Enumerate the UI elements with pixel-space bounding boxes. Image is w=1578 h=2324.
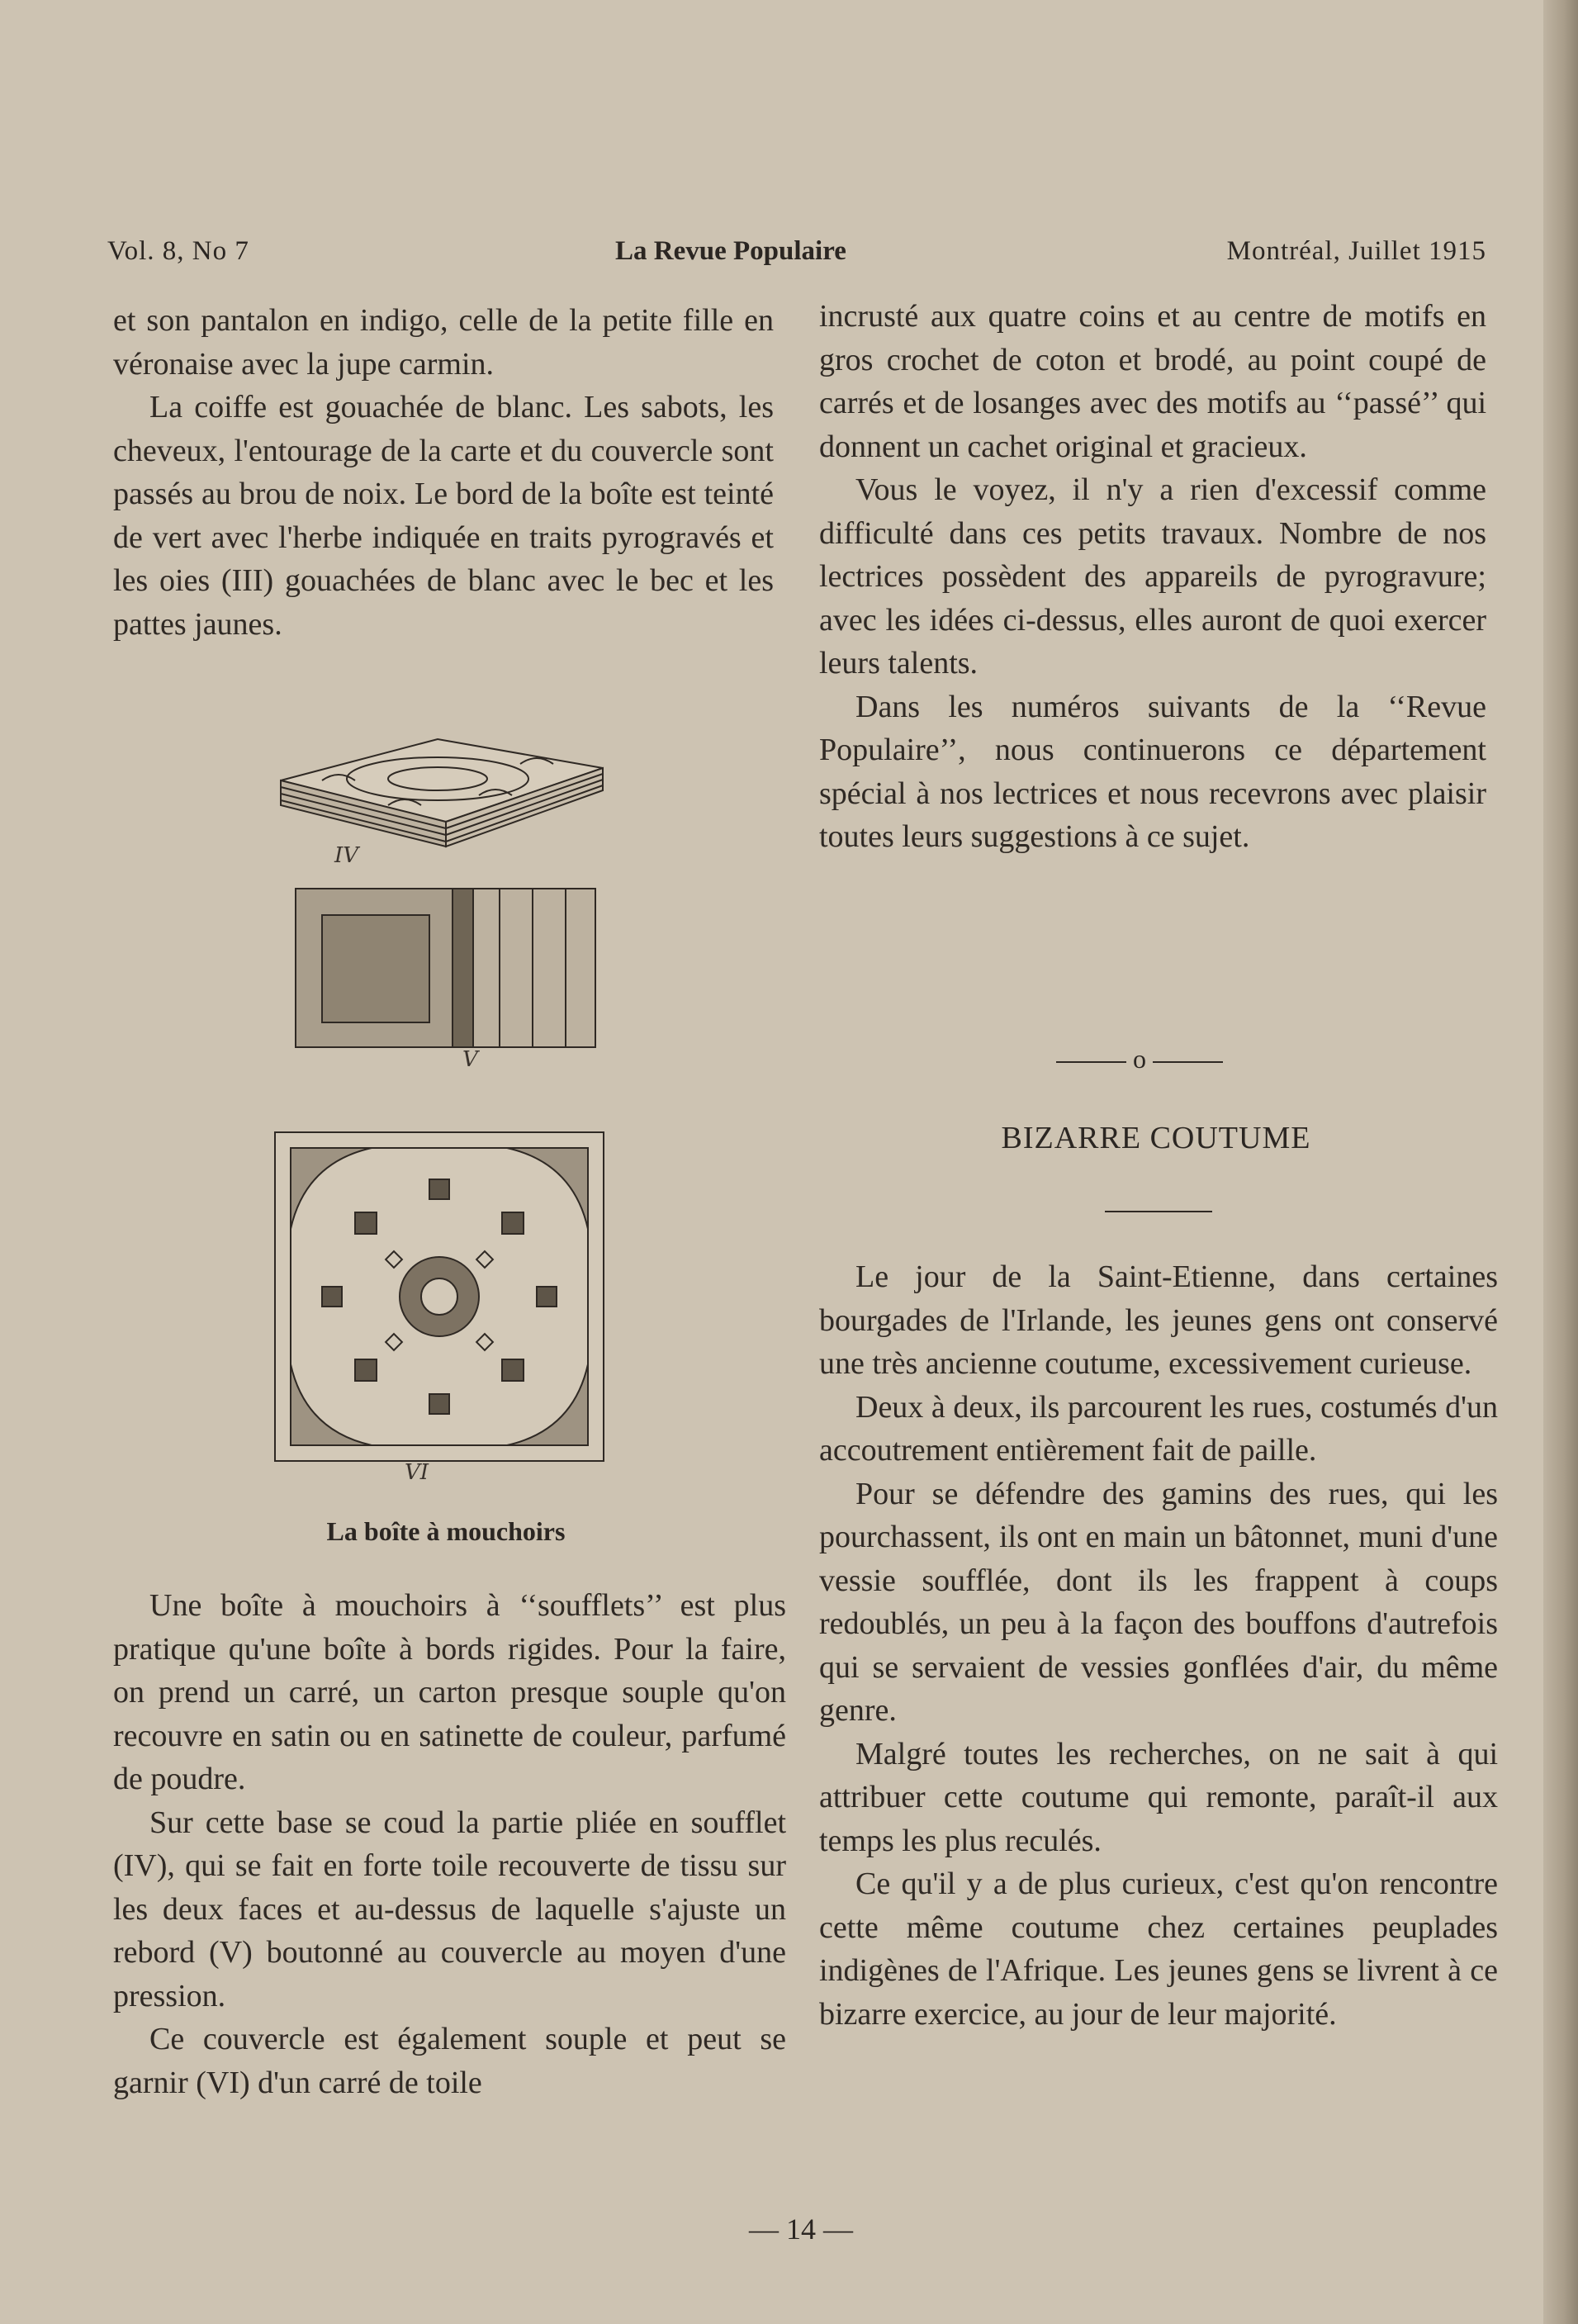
figure-label-vi: VI: [405, 1460, 429, 1485]
paragraph: La coiffe est gouachée de blanc. Les sabots, les cheveux, l'entourage de la carte et du couvercle sont passés au brou de noix. Le bord de la boîte est teinté de vert avec l'herbe indiquée en traits pyrogravés et les oies (III) gouachées de blanc avec le bec et les pattes jaunes.: [113, 390, 774, 642]
figure-label-v: V: [462, 1047, 478, 1072]
separator-line: [1153, 1061, 1223, 1063]
section-title: BIZARRE COUTUME: [1001, 1121, 1311, 1155]
publication-title: La Revue Populaire: [615, 236, 846, 266]
paragraph: Deux à deux, ils parcourent les rues, costumés d'un accoutrement entièrement fait de paille.: [819, 1389, 1498, 1468]
right-column-top: [819, 295, 1486, 859]
figure-iv-illustration: [272, 731, 611, 871]
paragraph: Dans les numéros suivants de la ‘‘Revue Populaire’’, nous continuerons ce département spécial à nos lectrices et nous recevrons avec plaisir toutes leurs suggestions à ce sujet.: [819, 689, 1486, 854]
page-number: — 14 —: [749, 2213, 853, 2246]
separator-glyph: o: [1133, 1044, 1146, 1074]
separator-line: [1056, 1061, 1126, 1063]
paragraph: Ce couvercle est également souple et peut se garnir (VI) d'un carré de toile: [113, 2022, 786, 2100]
figure-label-iv: IV: [334, 843, 359, 868]
left-column-bottom: [113, 1584, 786, 2104]
paragraph: et son pantalon en indigo, celle de la petite fille en véronaise avec la jupe carmin.: [113, 303, 774, 382]
paragraph: Pour se défendre des gamins des rues, qui les pourchassent, ils ont en main un bâtonnet, muni d'une vessie soufflée, dont ils les frappent à coups redoublés, un peu à la façon des bouffons d'autrefois qui se servaient de vessies gonflées d'air, du même genre.: [819, 1476, 1498, 1728]
paragraph: Vous le voyez, il n'y a rien d'excessif comme difficulté dans ces petits travaux. Nombre de nos lectrices possèdent des appareils de pyrogravure; avec les idées ci-dessus, elles auront de quoi exercer leurs talents.: [819, 472, 1486, 681]
volume-number: Vol. 8, No 7: [107, 236, 249, 266]
page-header: [107, 236, 1486, 277]
section-separator: [1032, 1044, 1247, 1074]
paragraph: Le jour de la Saint-Etienne, dans certaines bourgades de l'Irlande, les jeunes gens ont conservé une très ancienne coutume, excessivement curieuse.: [819, 1259, 1498, 1381]
figure-caption: La boîte à mouchoirs: [326, 1516, 566, 1546]
issue-date: Montréal, Juillet 1915: [1226, 236, 1486, 266]
figure-v-illustration: [293, 882, 599, 1072]
right-column-bottom: [819, 1255, 1498, 2036]
paragraph: Une boîte à mouchoirs à ‘‘soufflets’’ est plus pratique qu'une boîte à bords rigides. Pour la faire, on prend un carré, un carton presque souple qu'on recouvre en satin ou en satinette de couleur, parfumé de poudre.: [113, 1588, 786, 1796]
paragraph: Sur cette base se coud la partie pliée en soufflet (IV), qui se fait en forte toile recouverte de tissu sur les deux faces et au-dessus de laquelle s'ajuste un rebord (V) boutonné au couvercle au moyen d'une pression.: [113, 1805, 786, 2013]
page-edge: [1543, 0, 1578, 2324]
left-column-top: [113, 299, 774, 646]
paragraph: Ce qu'il y a de plus curieux, c'est qu'on rencontre cette même coutume chez certaines peuplades indigènes de l'Afrique. Les jeunes gens se livrent à ce bizarre exercice, au jour de leur majorité.: [819, 1866, 1498, 2032]
figure-vi-illustration: [272, 1130, 607, 1485]
title-rule: [1105, 1211, 1212, 1212]
paragraph: incrusté aux quatre coins et au centre de motifs en gros crochet de coton et brodé, au point coupé de carrés et de losanges avec des motifs au ‘‘passé’’ qui donnent un cachet original et gracieux.: [819, 299, 1486, 464]
paragraph: Malgré toutes les recherches, on ne sait à qui attribuer cette coutume qui remonte, paraît-il aux temps les plus reculés.: [819, 1736, 1498, 1858]
